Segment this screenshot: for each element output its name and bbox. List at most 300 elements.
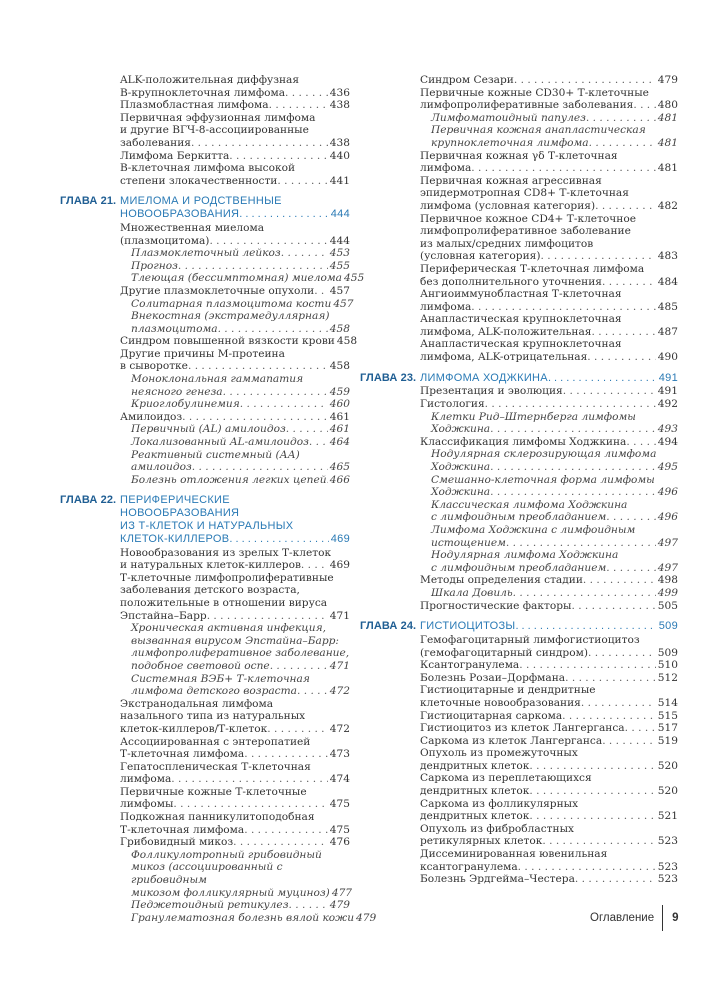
entry-title-line: Лимфоматоидный папулез xyxy=(431,111,586,124)
entry-title-line: Тлеющая (бессимптомная) миелома xyxy=(131,272,342,285)
dot-leader xyxy=(209,235,327,248)
chapter-number-label: ГЛАВА 21. xyxy=(60,195,117,208)
entry-title-line: степени злокачественности xyxy=(120,174,278,187)
entry-page-number: 490 xyxy=(657,351,678,364)
toc-entry[interactable] xyxy=(420,722,678,735)
entry-title-line: лимфома xyxy=(120,773,172,786)
entry-title-line: Т-клеточная лимфома xyxy=(120,823,245,836)
entry-title-line: Системная ВЭБ+ Т-клеточная xyxy=(131,672,310,685)
dot-leader xyxy=(297,685,328,698)
toc-entry[interactable] xyxy=(420,600,678,613)
entry-title-line: Первичные кожные CD30+ Т-клеточные xyxy=(420,86,649,99)
entry-page-number: 481 xyxy=(657,111,678,124)
dot-leader xyxy=(490,423,656,436)
entry-page-number: 440 xyxy=(329,149,350,162)
chapter-page-number: 491 xyxy=(658,371,678,384)
entry-title-line: Ходжкина xyxy=(431,486,491,499)
entry-title-line: Первичный (AL) амилоидоз xyxy=(131,423,286,436)
entry-page-number: 480 xyxy=(657,99,678,112)
toc-entry[interactable] xyxy=(420,735,678,748)
entry-page-number: 472 xyxy=(329,722,350,735)
toc-entry[interactable] xyxy=(120,162,350,187)
dot-leader xyxy=(562,710,656,723)
dot-leader xyxy=(270,660,328,673)
dot-leader xyxy=(244,824,328,837)
page-footer xyxy=(590,905,679,931)
entry-page-number: 512 xyxy=(657,671,678,684)
entry-page-number: 471 xyxy=(329,659,350,672)
entry-title-line: Фолликулотропный грибовидный xyxy=(131,848,322,861)
dot-leader xyxy=(563,385,656,398)
entry-title-line: Грибовидный микоз xyxy=(120,836,234,849)
entry-title-line: с лимфоидным преобладанием xyxy=(431,511,607,524)
toc-entry[interactable] xyxy=(120,222,350,247)
entry-title-line: Новообразования из зрелых Т-клеток xyxy=(120,546,332,559)
toc-subentry[interactable] xyxy=(131,398,350,411)
entry-page-number: 492 xyxy=(657,398,678,411)
entry-title-line: лимфома xyxy=(420,300,472,313)
toc-entry[interactable] xyxy=(120,348,350,373)
dot-leader xyxy=(529,810,655,823)
entry-page-number: 444 xyxy=(329,234,350,247)
dot-leader xyxy=(586,112,656,125)
entry-title-line: Локализованный AL-амилоидоз xyxy=(131,436,309,449)
entry-page-number: 487 xyxy=(657,325,678,338)
toc-subentry[interactable] xyxy=(131,673,350,698)
dot-leader xyxy=(633,99,655,112)
entry-page-number: 496 xyxy=(657,511,678,524)
entry-page-number: 458 xyxy=(336,335,358,348)
dot-leader xyxy=(518,861,656,874)
entry-title-line: амилоидоз xyxy=(131,461,192,474)
dot-leader xyxy=(229,150,327,163)
toc-entry[interactable] xyxy=(420,87,678,112)
toc-subentry[interactable] xyxy=(431,549,678,574)
toc-subentry[interactable] xyxy=(131,260,350,273)
toc-subentry[interactable] xyxy=(131,449,350,474)
entry-title-line: Презентация и эволюция xyxy=(420,385,563,398)
toc-entry[interactable] xyxy=(420,873,678,886)
entry-title-line: неясного генеза xyxy=(131,385,223,398)
toc-subentry[interactable] xyxy=(431,411,678,436)
entry-page-number: 453 xyxy=(329,247,350,260)
toc-entry[interactable] xyxy=(420,385,678,398)
entry-title-line: лимфома, ALK-отрицательная xyxy=(420,351,588,364)
toc-subentry[interactable] xyxy=(431,587,678,600)
entry-title-line: микозом фолликулярный муциноз) xyxy=(131,886,330,899)
toc-entry[interactable] xyxy=(420,313,678,338)
toc-chapter-heading[interactable] xyxy=(360,372,678,385)
entry-page-number: 505 xyxy=(657,599,678,612)
entry-title-line: лимфома детского возраста xyxy=(131,685,297,698)
toc-entry[interactable] xyxy=(420,574,678,587)
entry-page-number: 497 xyxy=(657,561,678,574)
toc-entry[interactable] xyxy=(120,836,350,849)
toc-subentry[interactable] xyxy=(431,124,678,149)
entry-page-number: 499 xyxy=(657,586,678,599)
entry-title-line: в сыворотке xyxy=(120,360,188,373)
entry-title-line: Экстранодальная лимфома xyxy=(120,697,274,710)
entry-page-number: 460 xyxy=(329,398,350,411)
entry-page-number: 461 xyxy=(329,410,350,423)
toc-entry[interactable] xyxy=(120,99,350,112)
entry-title-line: Ассоциированная с энтеропатией xyxy=(120,735,311,748)
toc-subentry[interactable] xyxy=(431,474,678,499)
dot-leader xyxy=(178,260,328,273)
entry-page-number: 475 xyxy=(329,823,350,836)
toc-subentry[interactable] xyxy=(131,474,350,487)
toc-subentry[interactable] xyxy=(131,911,377,925)
toc-entry[interactable] xyxy=(420,288,678,313)
dot-leader xyxy=(207,610,328,623)
entry-title-line: Синдром Сезари xyxy=(420,74,514,86)
entry-title-line: ксантогранулема xyxy=(420,860,518,873)
entry-title-line: Прогностические факторы xyxy=(420,599,572,612)
chapter-number-label: ГЛАВА 23. xyxy=(360,371,417,384)
entry-title-line: Хроническая активная инфекция, xyxy=(131,622,326,635)
entry-page-number: 498 xyxy=(657,574,678,587)
toc-entry[interactable] xyxy=(420,659,678,672)
dot-leader xyxy=(588,647,656,660)
entry-page-number: 523 xyxy=(657,860,678,873)
entry-title-line: и другие ВГЧ-8-ассоциированные xyxy=(120,124,309,137)
chapter-title xyxy=(420,620,678,633)
toc-subentry[interactable] xyxy=(131,297,354,311)
entry-page-number: 519 xyxy=(657,734,678,747)
dot-leader xyxy=(288,899,327,912)
toc-subentry[interactable] xyxy=(131,373,350,398)
dot-leader xyxy=(244,748,328,761)
entry-title-line: Периферическая Т-клеточная лимфома xyxy=(420,262,645,275)
entry-title-line: Смешанно-клеточная форма лимфомы xyxy=(431,473,655,486)
toc-entry[interactable] xyxy=(420,747,678,772)
entry-title-line: заболевания детского возраста, xyxy=(120,584,300,597)
entry-title-line: клеток-киллеров/Т-клеток xyxy=(120,722,268,735)
toc-subentry[interactable] xyxy=(131,899,350,912)
entry-title-line: плазмоцитома xyxy=(131,322,218,335)
dot-leader xyxy=(581,697,656,710)
chapter-title xyxy=(120,494,350,545)
entry-title-line: В-крупноклеточная лимфома xyxy=(120,86,286,99)
entry-title-line: Опухоль из фибробластных xyxy=(420,822,574,835)
toc-chapter-heading[interactable] xyxy=(60,195,350,221)
dot-leader xyxy=(602,276,656,289)
toc-subentry[interactable] xyxy=(131,423,350,436)
entry-title-line: Т-клеточные лимфопролиферативные xyxy=(120,571,334,584)
toc-entry[interactable] xyxy=(120,811,350,836)
chapter-title-line: ГИСТИОЦИТОЗЫ xyxy=(420,620,516,633)
entry-page-number: 472 xyxy=(329,685,350,698)
entry-title-line: Педжетоидный ретикулез xyxy=(131,899,289,912)
entry-page-number: 485 xyxy=(657,300,678,313)
chapter-title xyxy=(420,372,678,385)
entry-title-line: Криоглобулинемия xyxy=(131,398,240,411)
entry-title-line: Другие плазмоклеточные опухоли xyxy=(120,284,315,297)
entry-title-line: дендритных клеток xyxy=(420,785,530,798)
dot-leader xyxy=(309,436,328,449)
toc-entry[interactable] xyxy=(420,672,678,685)
entry-title-line: Саркома из клеток Лангерганса xyxy=(420,734,603,747)
entry-title-line: Болезнь отложения легких цепей xyxy=(131,473,327,486)
entry-page-number: 461 xyxy=(329,423,350,436)
dot-leader xyxy=(173,798,327,811)
chapter-title-line: МИЕЛОМА И РОДСТВЕННЫЕ xyxy=(120,195,282,208)
dot-leader xyxy=(519,659,656,672)
dot-leader xyxy=(575,873,656,886)
chapter-title-line: НОВООБРАЗОВАНИЯ xyxy=(120,208,240,221)
dot-leader xyxy=(314,285,328,298)
entry-page-number: 477 xyxy=(331,886,353,899)
toc-entry[interactable] xyxy=(420,175,678,213)
entry-title-line: Первичное кожное CD4+ Т-клеточное xyxy=(420,212,637,225)
entry-title-line: Анапластическая крупноклеточная xyxy=(420,313,622,326)
toc-entry[interactable] xyxy=(120,112,350,150)
dot-leader xyxy=(595,200,656,213)
toc-entry[interactable] xyxy=(120,786,350,811)
toc-entry[interactable] xyxy=(420,798,678,823)
entry-title-line: из малых/средних лимфоцитов xyxy=(420,237,594,250)
entry-title-line: с лимфоидным преобладанием xyxy=(431,561,607,574)
toc-subentry[interactable] xyxy=(131,272,365,285)
entry-title-line: (плазмоцитома) xyxy=(120,234,210,247)
entry-title-line: Другие причины М-протеина xyxy=(120,347,285,360)
entry-page-number: 465 xyxy=(329,461,350,474)
toc-chapter-heading[interactable] xyxy=(360,620,678,633)
entry-title-line: дендритных клеток xyxy=(420,810,530,823)
entry-page-number: 473 xyxy=(329,748,350,761)
entry-title-line: положительные в отношении вируса xyxy=(120,596,328,609)
footer-page-number: 9 xyxy=(672,912,679,924)
toc-entry[interactable] xyxy=(120,74,350,99)
toc-entry[interactable] xyxy=(120,698,350,736)
entry-title-line: Моноклональная гаммапатия xyxy=(131,373,304,386)
dot-leader xyxy=(589,137,656,150)
dot-leader xyxy=(218,323,328,336)
entry-title-line: заболевания xyxy=(120,136,191,149)
entry-page-number: 457 xyxy=(333,297,354,310)
dot-leader xyxy=(471,301,656,314)
toc-entry[interactable] xyxy=(420,74,678,87)
dot-leader xyxy=(267,723,327,736)
entry-title-line: лимфопролиферативное заболевание, xyxy=(131,647,350,660)
entry-page-number: 493 xyxy=(657,423,678,436)
toc-entry[interactable] xyxy=(120,150,350,163)
chapter-title-line: ИЗ Т-КЛЕТОК И НАТУРАЛЬНЫХ xyxy=(120,520,294,532)
dot-leader xyxy=(233,836,328,849)
chapter-number-label: ГЛАВА 24. xyxy=(360,620,417,633)
dot-leader xyxy=(515,620,656,633)
entry-title-line: лимфопролиферативные заболевания xyxy=(420,99,634,112)
entry-title-line: ретикулярных клеток xyxy=(420,835,543,848)
entry-title-line: Нодулярная лимфома Ходжкина xyxy=(431,549,619,562)
entry-title-line: Прогноз xyxy=(131,259,178,272)
toc-subentry[interactable] xyxy=(431,112,678,125)
toc-entry[interactable] xyxy=(420,848,678,873)
dot-leader xyxy=(188,360,328,373)
chapter-page-number: 444 xyxy=(330,208,350,221)
entry-title-line: микоз (ассоциированный с грибовидным xyxy=(131,861,283,887)
entry-title-line: Ксантогранулема xyxy=(420,659,520,672)
entry-title-line: Реактивный системный (АА) xyxy=(131,448,300,461)
entry-title-line: подобное световой оспе xyxy=(131,659,270,672)
dot-leader xyxy=(240,398,328,411)
toc-entry[interactable] xyxy=(120,411,350,424)
entry-title-line: Множественная миелома xyxy=(120,221,265,234)
entry-page-number: 476 xyxy=(329,836,350,849)
entry-page-number: 515 xyxy=(657,709,678,722)
toc-subentry[interactable] xyxy=(131,310,350,335)
entry-title-line: Первичная кожная анапластическая xyxy=(431,124,646,137)
dot-leader xyxy=(490,461,656,474)
dot-leader xyxy=(626,436,655,449)
dot-leader xyxy=(591,326,655,339)
toc-entry[interactable] xyxy=(120,572,350,622)
entry-title-line: Гистиоцитоз из клеток Лангерганса xyxy=(420,722,625,735)
entry-title-line: Эпстайна–Барр xyxy=(120,609,207,622)
entry-page-number: 482 xyxy=(657,199,678,212)
entry-title-line: дендритных клеток xyxy=(420,759,530,772)
toc-subentry[interactable] xyxy=(431,524,678,549)
chapter-page-number: 509 xyxy=(658,620,678,633)
entry-title-line: Шкала Довиль xyxy=(431,586,513,599)
toc-entry[interactable] xyxy=(120,736,350,761)
chapter-title-line: ЛИМФОМА ХОДЖКИНА xyxy=(420,371,548,384)
entry-title-line: Плазмоклеточный лейкоз xyxy=(131,247,281,260)
entry-title-line: Опухоль из промежуточных xyxy=(420,747,578,760)
entry-page-number: 441 xyxy=(329,174,350,187)
entry-title-line: Лимфома Ходжкина с лимфоидным xyxy=(431,523,636,536)
toc-left-column xyxy=(60,74,377,924)
toc-subentry[interactable] xyxy=(431,448,678,473)
entry-page-number: 517 xyxy=(657,722,678,735)
entry-title-line: Саркома из переплетающихся xyxy=(420,772,592,785)
entry-title-line: Гемофагоцитарный лимфогистиоцитоз xyxy=(420,633,640,646)
entry-title-line: Т-клеточная лимфома xyxy=(120,748,245,761)
toc-entry[interactable] xyxy=(120,547,350,572)
dot-leader xyxy=(506,537,656,550)
entry-page-number: 514 xyxy=(657,696,678,709)
entry-page-number: 484 xyxy=(657,275,678,288)
dot-leader xyxy=(281,247,328,260)
entry-page-number: 471 xyxy=(329,609,350,622)
entry-page-number: 491 xyxy=(657,385,678,398)
toc-entry[interactable] xyxy=(120,761,350,786)
entry-title-line: Гистиоцитарная саркома xyxy=(420,709,563,722)
entry-title-line: Первичная кожная агрессивная xyxy=(420,174,602,187)
toc-entry[interactable] xyxy=(420,436,678,449)
chapter-page-number: 469 xyxy=(330,532,350,545)
entry-title-line: Внекостная (экстрамедуллярная) xyxy=(131,310,330,323)
toc-entry[interactable] xyxy=(420,710,678,723)
entry-title-line: крупноклеточная лимфома xyxy=(431,136,589,149)
entry-page-number: 523 xyxy=(657,873,678,886)
toc-entry[interactable] xyxy=(420,772,678,797)
entry-title-line: Нодулярная склерозирующая лимфома xyxy=(431,448,657,461)
dot-leader xyxy=(583,574,656,587)
toc-subentry[interactable] xyxy=(131,247,350,260)
toc-entry[interactable] xyxy=(420,634,678,659)
toc-entry[interactable] xyxy=(420,263,678,288)
dot-leader xyxy=(229,533,328,546)
entry-page-number: 481 xyxy=(657,136,678,149)
toc-chapter-heading[interactable] xyxy=(60,494,350,545)
dot-leader xyxy=(542,835,655,848)
entry-page-number: 466 xyxy=(329,473,350,486)
dot-leader xyxy=(587,351,655,364)
entry-title-line: Ходжкина xyxy=(431,461,491,474)
dot-leader xyxy=(171,773,328,786)
entry-title-line: истощением xyxy=(431,536,506,549)
entry-title-line: без дополнительного уточнения xyxy=(420,275,602,288)
toc-entry[interactable] xyxy=(420,213,678,263)
entry-title-line: Болезнь Эрдгейма–Честера xyxy=(420,873,575,886)
entry-title-line: Методы определения стадии xyxy=(420,574,583,587)
entry-title-line: Клетки Рид–Штернберга лимфомы xyxy=(431,410,636,423)
toc-entry[interactable] xyxy=(120,285,350,298)
entry-title-line: Ангиоиммунобластная Т-клеточная xyxy=(420,288,622,301)
toc-subentry[interactable] xyxy=(431,499,678,524)
entry-title-line: клеточные новообразования xyxy=(420,696,581,709)
dot-leader xyxy=(606,511,655,524)
toc-subentry[interactable] xyxy=(131,622,350,672)
chapter-title xyxy=(120,195,350,221)
dot-leader xyxy=(191,137,328,150)
dot-leader xyxy=(571,600,655,613)
toc-entry[interactable] xyxy=(420,823,678,848)
entry-page-number: 509 xyxy=(657,646,678,659)
dot-leader xyxy=(239,208,328,221)
chapter-number-label: ГЛАВА 22. xyxy=(60,494,117,507)
entry-title-line: Болезнь Розаи–Дорфмана xyxy=(420,671,566,684)
chapter-title-line: КЛЕТОК-КИЛЛЕРОВ xyxy=(120,532,230,545)
entry-title-line: Диссеминированная ювенильная xyxy=(420,848,608,861)
entry-title-line: Амилоидоз xyxy=(120,410,183,423)
toc-subentry[interactable] xyxy=(131,436,350,449)
dot-leader xyxy=(602,735,656,748)
entry-page-number: 458 xyxy=(329,360,350,373)
dot-leader xyxy=(182,411,328,424)
entry-page-number: 479 xyxy=(329,899,350,912)
entry-page-number: 458 xyxy=(329,322,350,335)
entry-page-number: 521 xyxy=(657,810,678,823)
entry-title-line: Первичная эффузионная лимфома xyxy=(120,111,316,124)
entry-page-number: 483 xyxy=(657,250,678,263)
toc-subentry[interactable] xyxy=(131,848,353,899)
entry-title-line: назального типа из натуральных xyxy=(120,710,306,723)
entry-page-number: 523 xyxy=(657,835,678,848)
entry-title-line: Гепатоспленическая Т-клеточная xyxy=(120,760,311,773)
entry-title-line: Классическая лимфома Ходжкина xyxy=(431,498,628,511)
entry-page-number: 474 xyxy=(329,773,350,786)
entry-page-number: 496 xyxy=(657,486,678,499)
toc-entry[interactable] xyxy=(420,338,678,363)
entry-title-line: лимфома, ALK-положительная xyxy=(420,325,592,338)
toc-entry[interactable] xyxy=(420,398,678,411)
toc-entry[interactable] xyxy=(420,684,678,709)
dot-leader xyxy=(269,99,328,112)
toc-right-column xyxy=(360,74,678,886)
entry-title-line: (гемофагоцитарный синдром) xyxy=(420,646,588,659)
entry-page-number: 495 xyxy=(657,461,678,474)
dot-leader xyxy=(514,74,656,87)
entry-title-line: Гистиоцитарные и дендритные xyxy=(420,684,596,697)
entry-page-number: 436 xyxy=(329,86,350,99)
dot-leader xyxy=(548,372,657,385)
toc-entry[interactable] xyxy=(120,335,358,348)
toc-entry[interactable] xyxy=(420,150,678,175)
entry-title-line: лимфопролиферативное заболевание xyxy=(420,225,631,238)
entry-title-line: лимфома xyxy=(420,162,472,175)
